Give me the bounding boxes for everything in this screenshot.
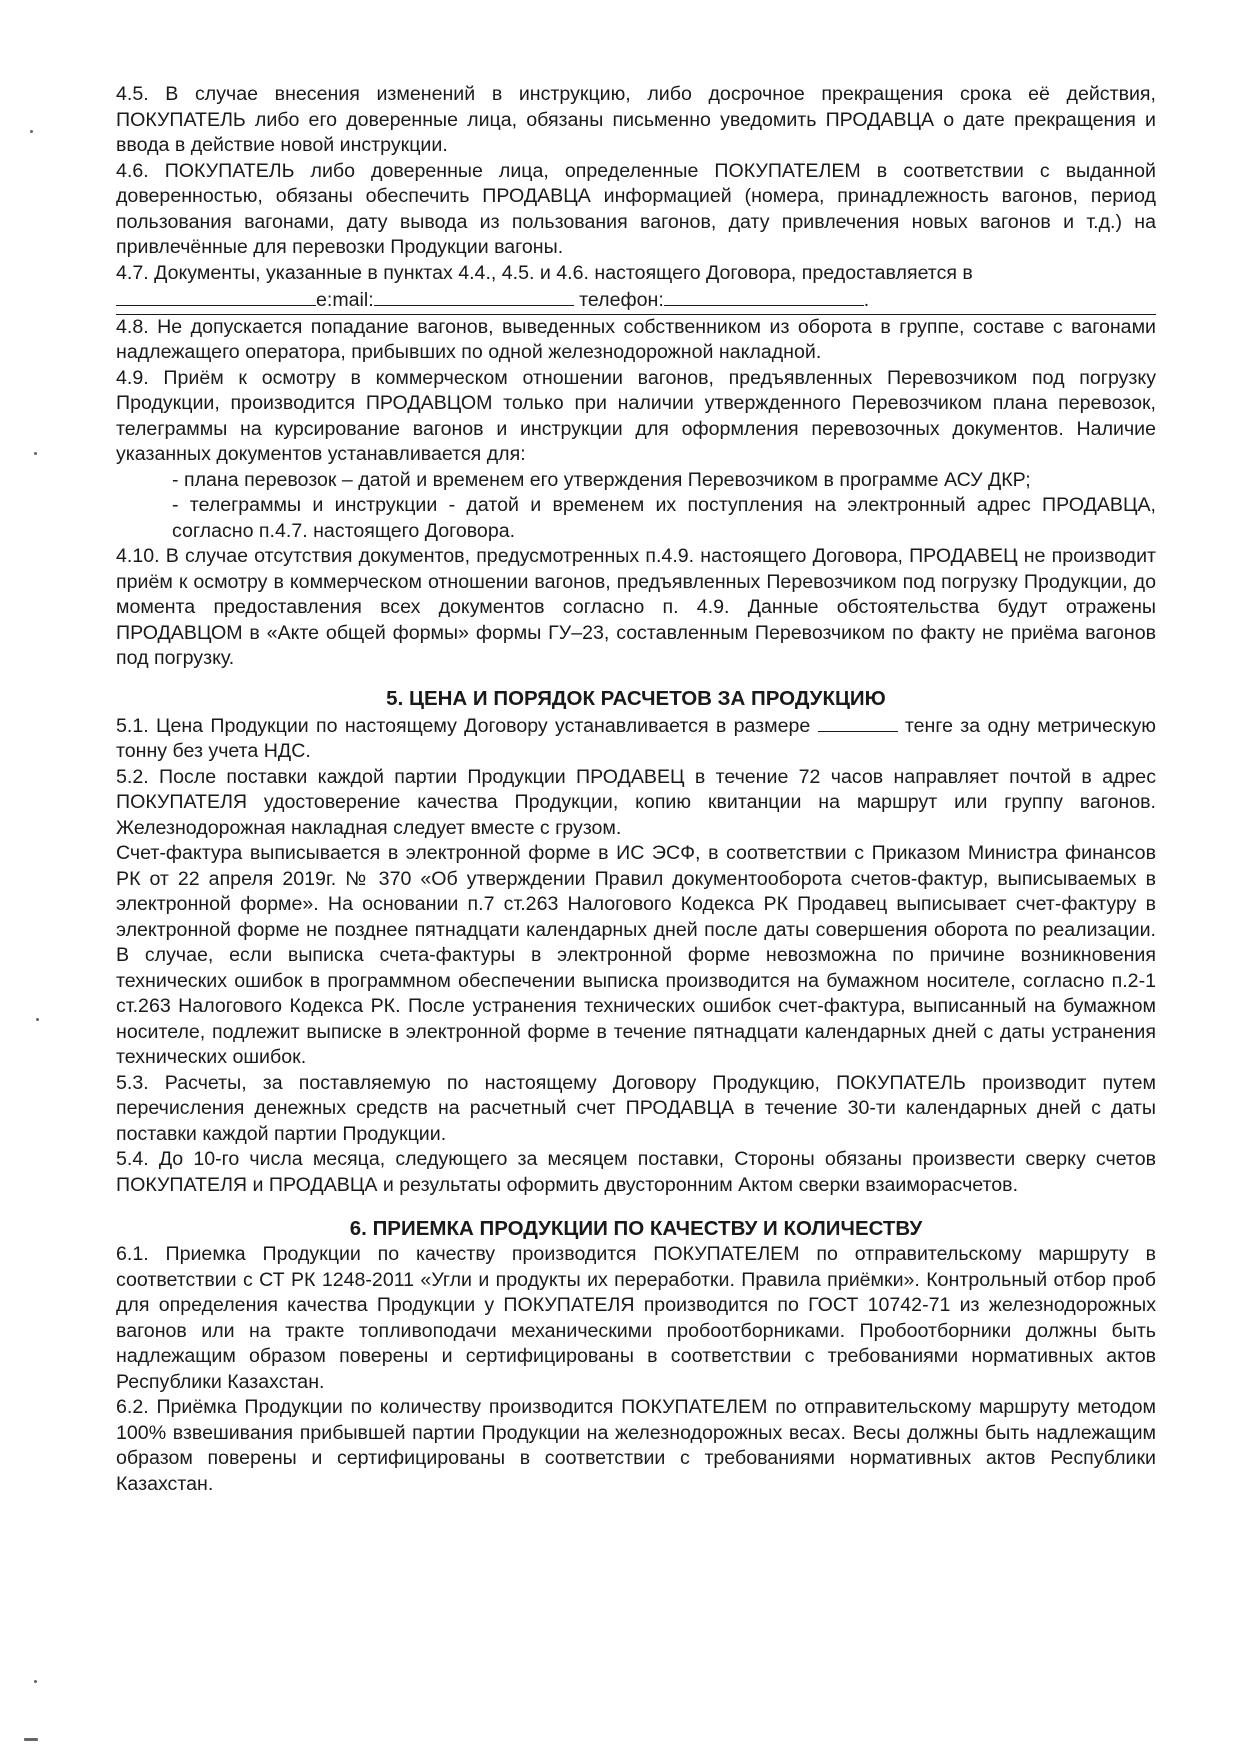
clause-4-7-contact-line (116, 286, 1156, 314)
scan-speck (30, 130, 33, 133)
clause-6-1: 6.1. Приемка Продукции по качеству производится ПОКУПАТЕЛЕМ по отправительскому маршруту в соответствии с СТ РК 1248-2011 «Угли и продукты их переработки. Правила приёмки». Контрольный отбор проб для определения качества Продукции у ПОКУПАТЕЛЯ производится по ГОСТ 10742-71 из железнодорожных вагонов или на тракте топливоподачи механическими пробоотборниками. Пробоотборники должны быть надлежащим образом поверены и сертифицированы в соответствии с требованиями нормативных актов Республики Казахстан. (116, 1243, 1156, 1393)
clause-6-2: 6.2. Приёмка Продукции по количеству производится ПОКУПАТЕЛЕМ по отправительскому маршруту методом 100% взвешивания прибывшей партии Продукции на железнодорожных весах. Весы должны быть надлежащим образом поверены и сертифицированы в соответствии с требованиями нормативных актов Республики Казахстан. (116, 1396, 1156, 1495)
clause-5-1-text-a: 5.1. Цена Продукции по настоящему Договору устанавливается в размере (116, 714, 811, 737)
clause-5-2: 5.2. После поставки каждой партии Продукции ПРОДАВЕЦ в течение 72 часов направляет почтой в адрес ПОКУПАТЕЛЯ удостоверение качества Продукции, копию квитанции на маршрут или группу вагонов. Железнодорожная накладная следует вместе с грузом. (116, 765, 1156, 839)
clause-5-3: 5.3. Расчеты, за поставляемую по настоящему Договору Продукцию, ПОКУПАТЕЛЬ производит путем перечисления денежных средств на расчетный счет ПРОДАВЦА в течение 30-ти календарных дней с даты поставки каждой партии Продукции. (116, 1071, 1156, 1145)
price-blank (818, 712, 898, 732)
clause-4-7-period: . (863, 289, 870, 311)
scan-speck (34, 452, 37, 455)
email-blank (374, 286, 574, 306)
clause-5-1 (116, 712, 1156, 765)
section-5-title: 5. ЦЕНА И ПОРЯДОК РАСЧЕТОВ ЗА ПРОДУКЦИЮ (386, 686, 886, 710)
clause-5-4: 5.4. До 10-го числа месяца, следующего за месяцем поставки, Стороны обязаны произвести сверку счетов ПОКУПАТЕЛЯ и ПРОДАВЦА и результаты оформить двусторонним Актом сверки взаиморасчетов. (116, 1148, 1156, 1196)
clause-4-6: 4.6. ПОКУПАТЕЛЬ либо доверенные лица, определенные ПОКУПАТЕЛЕМ в соответствии с выданной доверенностью, обязаны обеспечить ПРОДАВЦА информацией (номера, принадлежность вагонов, период пользования вагонами, дату вывода из пользования вагонов, дату привлечения новых вагонов и т.д.) на привлечённые для перевозки Продукции вагоны. (116, 159, 1156, 258)
clause-4-7-text: 4.7. Документы, указанные в пунктах 4.4., 4.5. и 4.6. настоящего Договора, предоставляется в (116, 261, 973, 284)
clause-5-1-text-b: тенге за одну метрическую тонну без учета НДС. (116, 714, 1156, 762)
clause-4-9-item-plan: - плана перевозок – датой и временем его утверждения Перевозчиком в программе АСУ ДКР; (172, 468, 1031, 491)
clause-4-9-item-telegram: - телеграммы и инструкции - датой и временем их поступления на электронный адрес ПРОДАВЦА, согласно п.4.7. настоящего Договора. (172, 494, 1156, 542)
clause-4-8: 4.8. Не допускается попадание вагонов, выведенных собственником из оборота в группе, составе с вагонами надлежащего оператора, прибывших по одной железнодорожной накладной. (116, 315, 1156, 363)
recipient-blank (116, 286, 316, 306)
phone-blank (664, 286, 864, 306)
scan-speck (36, 1018, 39, 1021)
clause-4-9: 4.9. Приём к осмотру в коммерческом отношении вагонов, предъявленных Перевозчиком под погрузку Продукции, производится ПРОДАВЦОМ только при наличии утвержденного Перевозчиком плана перевозок, телеграммы на курсирование вагонов и инструкции для оформления перевозочных документов. Наличие указанных документов устанавливается для: (116, 366, 1156, 465)
email-label: e:mail: (316, 289, 374, 311)
clause-4-5: 4.5. В случае внесения изменений в инструкцию, либо досрочное прекращения срока её действия, ПОКУПАТЕЛЬ либо его доверенные лица, обязаны письменно уведомить ПРОДАВЦА о дате прекращения и ввода в действие новой инструкции. (116, 83, 1156, 156)
document-body (116, 82, 1156, 1497)
section-6-title: 6. ПРИЕМКА ПРОДУКЦИИ ПО КАЧЕСТВУ И КОЛИЧЕСТВУ (349, 1217, 923, 1240)
scan-speck (34, 1680, 37, 1683)
clause-4-10: 4.10. В случае отсутствия документов, предусмотренных п.4.9. настоящего Договора, ПРОДАВЕЦ не производит приём к осмотру в коммерческом отношении вагонов, предъявленных Перевозчиком под погрузку Продукции, до момента предоставления всех документов согласно п. 4.9. Данные обстоятельства будут отражены ПРОДАВЦОМ в «Акте общей формы» формы ГУ–23, составленным Перевозчиком по факту не приёма вагонов под погрузку. (116, 545, 1156, 669)
clause-4-7 (116, 261, 1156, 287)
scan-speck (24, 1738, 38, 1741)
phone-label: телефон: (579, 289, 664, 311)
clause-5-2-invoice: Счет-фактура выписывается в электронной форме в ИС ЭСФ, в соответствии с Приказом Министра финансов РК от 22 апреля 2019г. № 370 «Об утверждении Правил документооборота счетов-фактур, выписываемых в электронной форме». На основании п.7 ст.263 Налогового Кодекса РК Продавец выписывает счет-фактуру в электронной форме не позднее пятнадцати календарных дней после даты совершения оборота по реализации. В случае, если выписка счета-фактуры в электронной форме невозможна по причине возникновения технических ошибок в программном обеспечении выписка производится на бумажном носителе, согласно п.2-1 ст.263 Налогового Кодекса РК. После устранения технических ошибок счет-фактура, выписанный на бумажном носителе, подлежит выписке в электронной форме в течение пятнадцати календарных дней с даты устранения технических ошибок. (116, 842, 1156, 1068)
